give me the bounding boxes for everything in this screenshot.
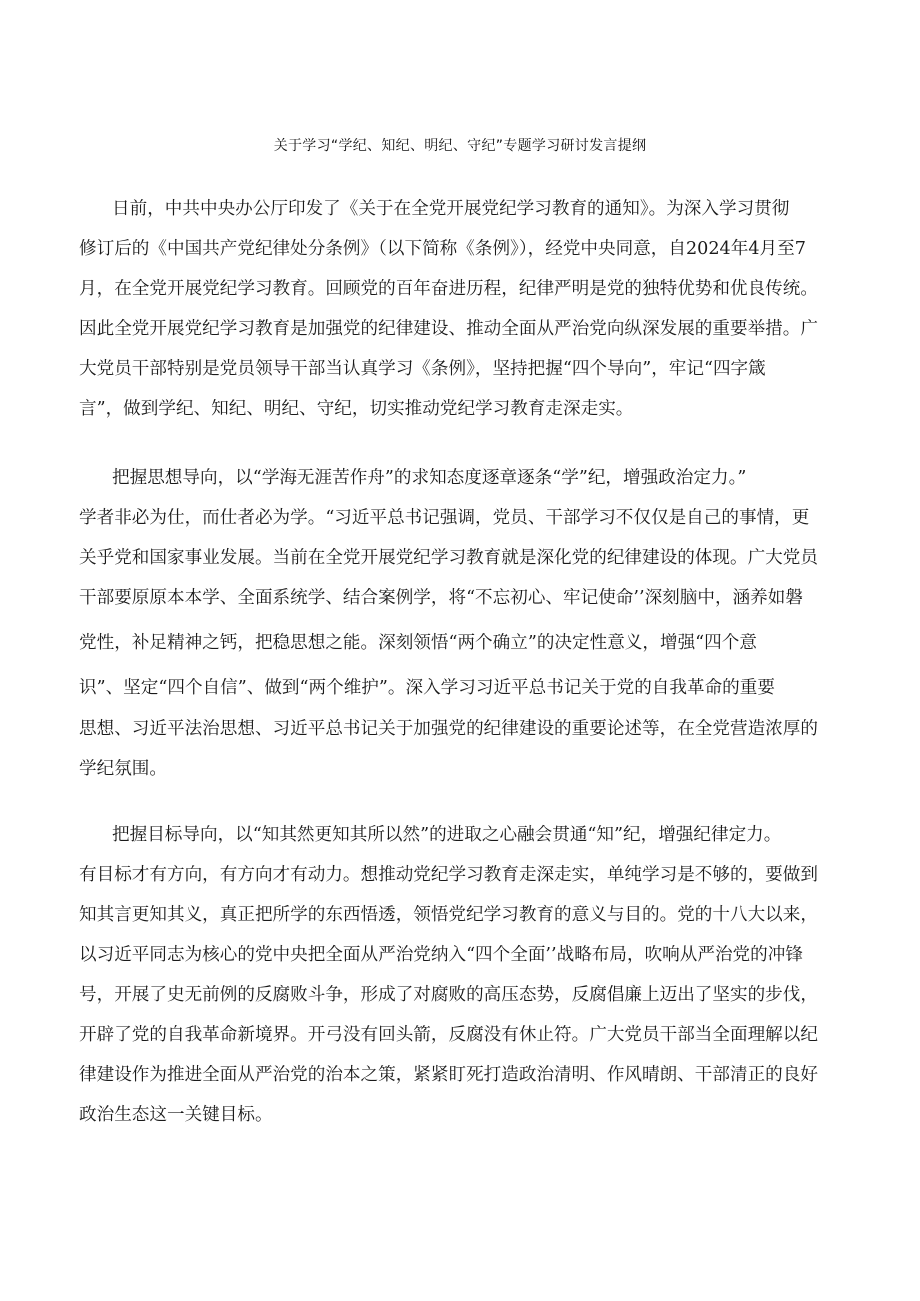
paragraph-3-line-7: 律建设作为推进全面从严治党的治本之策，紧紧盯死打造政治清明、作风晴朗、干部清正的良好 bbox=[79, 1065, 818, 1085]
paragraph-2-line-1: 把握思想导向，以“学海无涯苦作舟”的求知态度逐章逐条“学”纪，增强政治定力。” bbox=[112, 468, 747, 488]
paragraph-3-line-6: 开辟了党的自我革命新境界。开弓没有回头箭，反腐没有休止符。广大党员干部当全面理解以纪 bbox=[79, 1025, 818, 1045]
paragraph-2-line-7: 思想、习近平法治思想、习近平总书记关于加强党的纪律建设的重要论述等，在全党营造浓厚的 bbox=[79, 719, 818, 739]
document-title: 关于学习“学纪、知纪、明纪、守纪”专题学习研讨发言提纲 bbox=[273, 138, 647, 154]
paragraph-3-line-2: 有目标才有方向，有方向才有动力。想推动党纪学习教育走深走实，单纯学习是不够的，要做到 bbox=[79, 865, 818, 885]
paragraph-3-line-1: 把握目标导向，以“知其然更知其所以然”的进取之心融会贯通“知”纪，增强纪律定力。 bbox=[112, 825, 782, 845]
paragraph-2-line-8: 学纪氛围。 bbox=[79, 759, 167, 779]
paragraph-1-line-2: 修订后的《中国共产党纪律处分条例》（以下简称《条例》），经党中央同意，自2024年4月至7 bbox=[79, 239, 806, 259]
paragraph-1-line-4: 因此全党开展党纪学习教育是加强党的纪律建设、推动全面从严治党向纵深发展的重要举措。广 bbox=[79, 319, 818, 339]
paragraph-1-line-5: 大党员干部特别是党员领导干部当认真学习《条例》，坚持把握“四个导向”，牢记“四字箴 bbox=[79, 359, 766, 379]
paragraph-2-line-3: 关乎党和国家事业发展。当前在全党开展党纪学习教育就是深化党的纪律建设的体现。广大党员 bbox=[79, 548, 818, 568]
paragraph-2-line-6: 识”、坚定“四个自信”、做到“两个维护”。深入学习习近平总书记关于党的自我革命的重要 bbox=[79, 678, 775, 698]
paragraph-1-line-3: 月，在全党开展党纪学习教育。回顾党的百年奋进历程，纪律严明是党的独特优势和优良传统。 bbox=[79, 279, 818, 299]
paragraph-2-line-5: 党性，补足精神之钙，把稳思想之能。深刻领悟“两个确立”的决定性意义，增强“四个意 bbox=[79, 633, 757, 653]
paragraph-3-line-3: 知其言更知其义，真正把所学的东西悟透，领悟党纪学习教育的意义与目的。党的十八大以来， bbox=[79, 905, 818, 925]
paragraph-2-line-4: 干部要原原本本学、全面系统学、结合案例学，将“不忘初心、牢记使命’’深刻脑中，涵养如磐 bbox=[79, 588, 803, 608]
paragraph-1-line-6: 言”，做到学纪、知纪、明纪、守纪，切实推动党纪学习教育走深走实。 bbox=[79, 399, 634, 419]
paragraph-3-line-5: 号，开展了史无前例的反腐败斗争，形成了对腐败的高压态势，反腐倡廉上迈出了坚实的步伐， bbox=[79, 985, 818, 1005]
paragraph-3-line-8: 政治生态这一关键目标。 bbox=[79, 1105, 273, 1125]
paragraph-1-line-1: 日前，中共中央办公厅印发了《关于在全党开展党纪学习教育的通知》。为深入学习贯彻 bbox=[112, 199, 790, 219]
paragraph-2-line-2: 学者非必为仕，而仕者必为学。“习近平总书记强调，党员、干部学习不仅仅是自己的事情，更 bbox=[79, 508, 810, 528]
paragraph-3-line-4: 以习近平同志为核心的党中央把全面从严治党纳入“四个全面’’战略布局，吹响从严治党的冲锋 bbox=[79, 945, 803, 965]
